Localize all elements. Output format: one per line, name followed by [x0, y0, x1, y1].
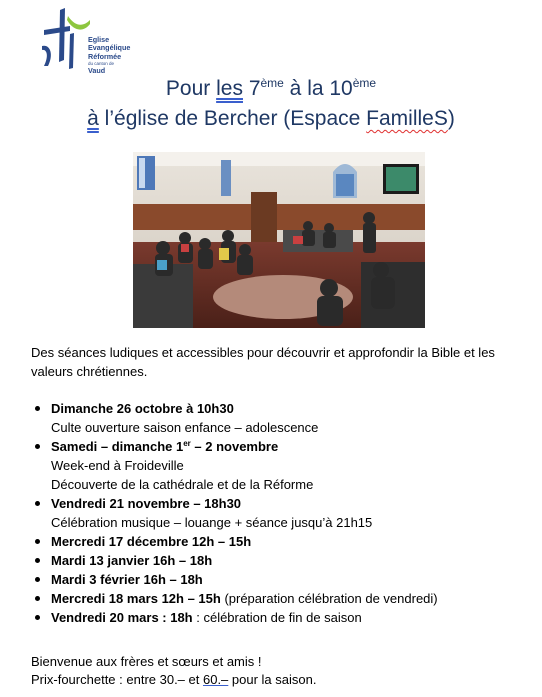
title-line-1: Pour les 7ème à la 10ème	[165, 76, 377, 100]
page-title	[0, 74, 542, 134]
list-item: Vendredi 20 mars : 18h : célébration de fin de saison	[31, 608, 531, 627]
logo-mark	[40, 6, 90, 72]
list-item: Mercredi 18 mars 12h – 15h (préparation célébration de vendredi)	[31, 589, 531, 608]
welcome-line: Bienvenue aux frères et sœurs et amis !	[31, 654, 262, 669]
list-item: Mardi 13 janvier 16h – 18h	[31, 551, 531, 570]
welcome-text	[31, 653, 521, 689]
title-line-2: à l’église de Bercher (Espace FamilleS)	[87, 107, 455, 130]
list-item: Mardi 3 février 16h – 18h	[31, 570, 531, 589]
intro-text: Des séances ludiques et accessibles pour découvrir et approfondir la Bible et les valeurs chrétiennes.	[31, 345, 495, 379]
list-item: Samedi – dimanche 1er – 2 novembre Week-end à Froideville Découverte de la cathédrale et de la Réforme	[31, 437, 531, 494]
list-item: Dimanche 26 octobre à 10h30 Culte ouverture saison enfance – adolescence	[31, 399, 531, 437]
list-item: Mercredi 17 décembre 12h – 15h	[31, 532, 531, 551]
logo	[40, 6, 150, 76]
events-list	[31, 399, 531, 627]
logo-text: Eglise Evangélique Réformée du canton de Vaud	[88, 35, 131, 76]
list-item: Vendredi 21 novembre – 18h30 Célébration musique – louange + séance jusqu’à 21h15	[31, 494, 531, 532]
group-photo	[133, 152, 425, 328]
price-line: Prix-fourchette : entre 30.– et 60.– pour la saison.	[31, 672, 317, 687]
